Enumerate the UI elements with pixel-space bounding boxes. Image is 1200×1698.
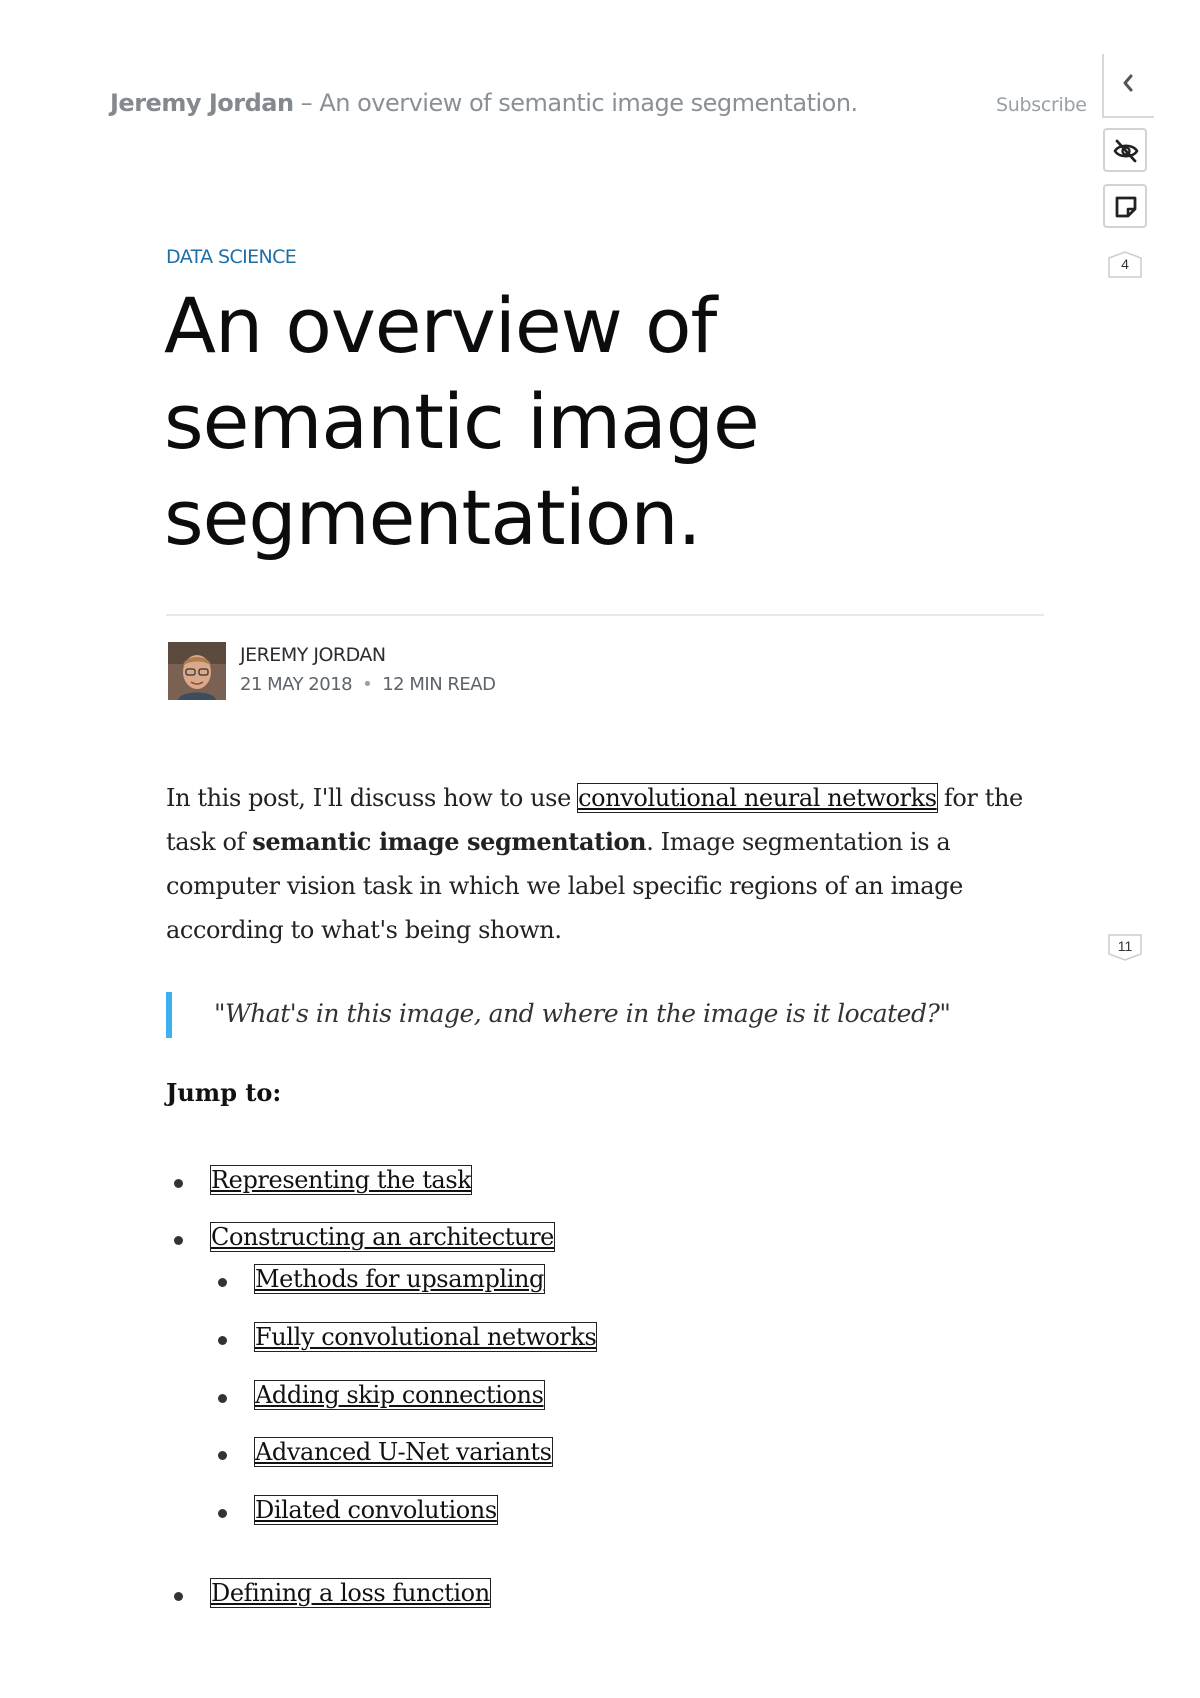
- header-page-title: An overview of semantic image segmentation.: [319, 89, 858, 117]
- post-title: An overview of semantic image segmentation.: [164, 281, 759, 562]
- toc-item: [211, 1166, 471, 1194]
- author-avatar[interactable]: [168, 642, 226, 700]
- paragraph-annotation-badge[interactable]: [1106, 932, 1144, 960]
- intro-bold-term: semantic image segmentation: [252, 827, 647, 856]
- chevron-left-icon: [1122, 74, 1134, 97]
- notes-button[interactable]: [1103, 184, 1147, 228]
- toc-subitem: [255, 1496, 497, 1524]
- cnn-link[interactable]: convolutional neural networks: [578, 784, 937, 812]
- blockquote: "What's in this image, and where in the image is it located?": [166, 992, 1046, 1038]
- post-meta: [240, 674, 495, 695]
- post-content: [166, 776, 1056, 952]
- post-date: 21 MAY 2018: [240, 674, 353, 695]
- annotation-count: 4: [1121, 256, 1129, 272]
- divider: [166, 614, 1044, 616]
- toc-subitem: [255, 1381, 544, 1409]
- toc-link-defining-a-loss-function[interactable]: Defining a loss function: [211, 1579, 490, 1607]
- toc-item: [211, 1579, 490, 1607]
- toc-subitem: [255, 1438, 552, 1466]
- meta-separator-dot: •: [362, 674, 373, 695]
- header-title: [110, 86, 858, 120]
- toc-link-representing-the-task[interactable]: Representing the task: [211, 1166, 472, 1194]
- title-separator: –: [293, 89, 320, 117]
- toc-link-constructing-an-architecture[interactable]: Constructing an architecture: [211, 1223, 554, 1251]
- toc-link-adding-skip-connections[interactable]: Adding skip connections: [255, 1381, 544, 1409]
- intro-text-1: In this post, I'll discuss how to use: [166, 784, 579, 812]
- intro-text-2: for the task of: [166, 784, 1023, 856]
- toc-link-dilated-convolutions[interactable]: Dilated convolutions: [255, 1496, 497, 1524]
- author-name[interactable]: JEREMY JORDAN: [240, 644, 386, 666]
- toc-subitem: [255, 1323, 596, 1351]
- side-panel-collapse-button[interactable]: [1102, 54, 1154, 118]
- intro-text-3: . Image segmentation is a computer vision task in which we label specific regions of an image according to what's being shown.: [166, 828, 963, 944]
- jump-to-label: Jump to:: [166, 1078, 282, 1107]
- subscribe-button[interactable]: Subscribe: [996, 94, 1087, 116]
- intro-paragraph: [166, 776, 1056, 952]
- toc-link-advanced-u-net-variants[interactable]: Advanced U-Net variants: [255, 1438, 552, 1466]
- site-name[interactable]: Jeremy Jordan: [110, 89, 294, 117]
- toc-link-fully-convolutional-networks[interactable]: Fully convolutional networks: [255, 1323, 597, 1351]
- annotation-count-badge[interactable]: [1106, 250, 1144, 278]
- toc-link-methods-for-upsampling[interactable]: Methods for upsampling: [255, 1265, 545, 1293]
- hide-annotations-button[interactable]: [1103, 128, 1147, 172]
- toc-subitem: [255, 1265, 544, 1293]
- post-category[interactable]: DATA SCIENCE: [166, 246, 297, 268]
- paragraph-annotation-count: 11: [1117, 938, 1133, 954]
- reading-time: 12 MIN READ: [382, 674, 496, 695]
- toc-item: [211, 1223, 554, 1251]
